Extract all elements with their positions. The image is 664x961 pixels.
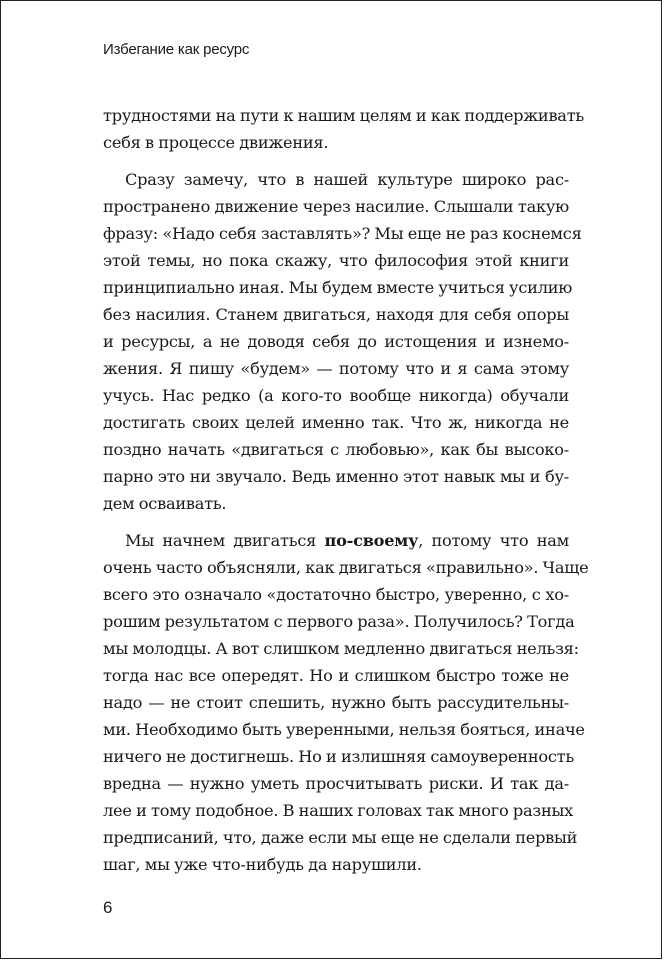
text-line — [103, 527, 569, 554]
text-line: надо — не стоит спешить, нужно быть рассудительны- — [103, 693, 569, 712]
paragraph-1 — [103, 102, 584, 156]
text-line: пространено движение через насилие. Слышали такую — [103, 197, 569, 216]
text-line: и ресурсы, а не доводя себя до истощения и изнемо- — [103, 332, 569, 351]
text-line: себя в процессе движения. — [103, 133, 329, 152]
paragraph-3 — [103, 527, 589, 878]
text-line: этой темы, но пока скажу, что философия этой книги — [103, 251, 569, 270]
text-line: лее и тому подобное. В наших головах так много разных — [103, 801, 574, 820]
text-run: , потому что нам — [418, 531, 570, 550]
text-line: мы молодцы. А вот слишком медленно двигаться нельзя: — [103, 639, 579, 658]
text-line: жения. Я пишу «будем» — потому что и я сама этому — [103, 359, 569, 378]
text-line: ничего не достигнешь. Но и излишняя самоуверенность — [103, 747, 574, 766]
text-line: парно это ни звучало. Ведь именно этот навык мы и бу- — [103, 467, 569, 486]
text-line: трудностями на пути к нашим целям и как поддерживать — [103, 106, 584, 125]
text-line: ми. Необходимо быть уверенными, нельзя бояться, иначе — [103, 720, 585, 739]
text-line: предписаний, что, даже если мы еще не сделали первый — [103, 828, 578, 847]
text-line: Сразу замечу, что в нашей культуре широко рас- — [125, 170, 569, 189]
text-line: вредна — нужно уметь просчитывать риски. И так да- — [103, 774, 569, 793]
text-line: поздно начать «двигаться с любовью», как бы высоко- — [103, 440, 569, 459]
text-line: рошим результатом с первого раза». Получилось? Тогда — [103, 612, 575, 631]
paragraph-2 — [103, 166, 582, 517]
text-line: всего это означало «достаточно быстро, уверенно, с хо- — [103, 585, 569, 604]
text-line: учусь. Нас редко (а кого-то вообще никогда) обучали — [103, 386, 569, 405]
text-line: достигать своих целей именно так. Что ж, никогда не — [103, 413, 569, 432]
text-line: шаг, мы уже что-нибудь да нарушили. — [103, 855, 422, 874]
body-text — [103, 102, 589, 878]
text-line: дем осваивать. — [103, 494, 227, 513]
emphasis-text: по-своему — [324, 531, 419, 550]
text-line: очень часто объясняли, как двигаться «правильно». Чаще — [103, 558, 589, 577]
text-line: фразу: «Надо себя заставлять»? Мы еще не раз коснемся — [103, 224, 582, 243]
page-number: 6 — [103, 898, 113, 917]
running-head: Избегание как ресурс — [103, 41, 250, 58]
text-line: тогда нас все опередят. Но и слишком быстро тоже не — [103, 666, 569, 685]
text-run: Мы начнем двигаться — [125, 531, 325, 550]
text-line: принципиально иная. Мы будем вместе учиться усилию — [103, 278, 573, 297]
text-line: без насилия. Станем двигаться, находя для себя опоры — [103, 305, 569, 324]
